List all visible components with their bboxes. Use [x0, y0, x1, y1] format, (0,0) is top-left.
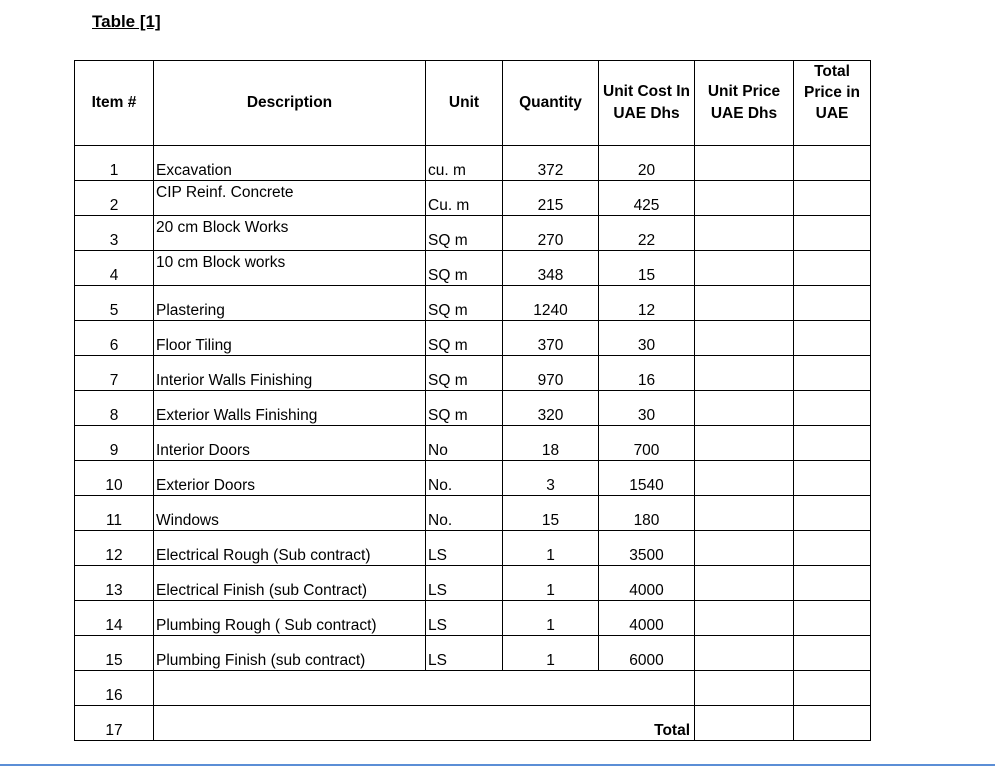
cell-description: Electrical Finish (sub Contract): [154, 566, 426, 601]
cell-unit-price[interactable]: [695, 391, 794, 426]
table-row: [75, 146, 871, 181]
cell-description: Exterior Walls Finishing: [154, 391, 426, 426]
cell-total-price[interactable]: [794, 356, 871, 391]
cell-description: Floor Tiling: [154, 321, 426, 356]
bottom-divider: [0, 764, 995, 766]
cell-unit-price[interactable]: [695, 251, 794, 286]
cell-unit-price[interactable]: [695, 496, 794, 531]
cell-description: Windows: [154, 496, 426, 531]
cell-quantity: 1: [503, 636, 599, 671]
cell-unit: SQ m: [426, 251, 503, 286]
cell-unit-price[interactable]: [695, 216, 794, 251]
cell-item: 14: [75, 601, 154, 636]
cell-unit-cost: 4000: [599, 601, 695, 636]
table-row: [75, 216, 871, 251]
cell-total-price[interactable]: [794, 146, 871, 181]
cell-unit: No.: [426, 496, 503, 531]
cell-unit-cost: 4000: [599, 566, 695, 601]
cell-item: 10: [75, 461, 154, 496]
cell-unit-price[interactable]: [695, 146, 794, 181]
cell-unit-cost: 30: [599, 321, 695, 356]
cell-description: Interior Doors: [154, 426, 426, 461]
cell-total-price[interactable]: [794, 706, 871, 741]
cell-total-price[interactable]: [794, 286, 871, 321]
table-row: [75, 391, 871, 426]
cell-quantity: 320: [503, 391, 599, 426]
header-item: Item #: [75, 61, 154, 146]
cell-quantity: 215: [503, 181, 599, 216]
cell-quantity: 1240: [503, 286, 599, 321]
cell-quantity: 1: [503, 601, 599, 636]
header-quantity: Quantity: [503, 61, 599, 146]
cell-description: Electrical Rough (Sub contract): [154, 531, 426, 566]
cell-quantity: 372: [503, 146, 599, 181]
cell-unit-price[interactable]: [695, 566, 794, 601]
cell-item: 5: [75, 286, 154, 321]
cell-unit-price[interactable]: [695, 356, 794, 391]
cell-quantity: 348: [503, 251, 599, 286]
cell-unit-price[interactable]: [695, 636, 794, 671]
cell-description: Excavation: [154, 146, 426, 181]
cell-unit-price[interactable]: [695, 671, 794, 706]
cell-unit: No: [426, 426, 503, 461]
table-body: [75, 146, 871, 741]
header-row: [75, 61, 871, 146]
cell-unit: LS: [426, 531, 503, 566]
cell-item: 8: [75, 391, 154, 426]
cell-unit-cost: 180: [599, 496, 695, 531]
cell-item: 1: [75, 146, 154, 181]
cell-total-price[interactable]: [794, 321, 871, 356]
cell-unit-price[interactable]: [695, 601, 794, 636]
cell-total-price[interactable]: [794, 391, 871, 426]
table-row-total: [75, 706, 871, 741]
cell-description: Plumbing Finish (sub contract): [154, 636, 426, 671]
cell-unit: SQ m: [426, 356, 503, 391]
cell-quantity: 18: [503, 426, 599, 461]
cell-quantity: 270: [503, 216, 599, 251]
cell-item: 4: [75, 251, 154, 286]
table-row-empty: [75, 671, 871, 706]
table-row: [75, 531, 871, 566]
header-total-price: [794, 61, 871, 146]
cell-unit: cu. m: [426, 146, 503, 181]
cell-description: Plumbing Rough ( Sub contract): [154, 601, 426, 636]
cell-unit-price[interactable]: [695, 426, 794, 461]
cell-unit-cost: 20: [599, 146, 695, 181]
cell-total-price[interactable]: [794, 671, 871, 706]
cell-unit: No.: [426, 461, 503, 496]
cell-quantity: 1: [503, 566, 599, 601]
cell-total-price[interactable]: [794, 461, 871, 496]
cell-unit-price[interactable]: [695, 531, 794, 566]
cell-quantity: 3: [503, 461, 599, 496]
cell-unit: LS: [426, 601, 503, 636]
table-row: [75, 286, 871, 321]
cell-total-price[interactable]: [794, 496, 871, 531]
header-description: Description: [154, 61, 426, 146]
cell-unit: LS: [426, 636, 503, 671]
cell-unit-price[interactable]: [695, 461, 794, 496]
table-row: [75, 636, 871, 671]
header-unit-cost: Unit Cost In UAE Dhs: [599, 61, 695, 146]
cell-total-price[interactable]: [794, 216, 871, 251]
total-label: Total: [154, 706, 695, 741]
cell-total-price[interactable]: [794, 636, 871, 671]
table-row: [75, 321, 871, 356]
table-row: [75, 251, 871, 286]
cell-unit-cost: 6000: [599, 636, 695, 671]
cell-description: Plastering: [154, 286, 426, 321]
cell-unit-cost: 22: [599, 216, 695, 251]
cell-total-price[interactable]: [794, 181, 871, 216]
cell-unit-cost: 15: [599, 251, 695, 286]
table-title: Table [1]: [92, 12, 161, 31]
cell-item: 11: [75, 496, 154, 531]
cell-quantity: 15: [503, 496, 599, 531]
cell-unit-price[interactable]: [695, 286, 794, 321]
cell-description: 20 cm Block Works: [154, 216, 426, 251]
cell-description: 10 cm Block works: [154, 251, 426, 286]
cell-unit-cost: 16: [599, 356, 695, 391]
cell-quantity: 370: [503, 321, 599, 356]
cell-item: 7: [75, 356, 154, 391]
cell-item: 16: [75, 671, 154, 706]
cell-description: CIP Reinf. Concrete: [154, 181, 426, 216]
cell-unit-cost: 30: [599, 391, 695, 426]
cell-item: 12: [75, 531, 154, 566]
cell-unit: Cu. m: [426, 181, 503, 216]
table-row: [75, 356, 871, 391]
cell-total-price[interactable]: [794, 531, 871, 566]
cell-merged-empty: [154, 671, 695, 706]
cell-unit-cost: 1540: [599, 461, 695, 496]
cell-quantity: 1: [503, 531, 599, 566]
table-row: [75, 461, 871, 496]
bill-of-quantities-table: [74, 60, 871, 741]
cell-item: 13: [75, 566, 154, 601]
cell-total-price[interactable]: [794, 251, 871, 286]
cell-total-price[interactable]: [794, 601, 871, 636]
header-unit: Unit: [426, 61, 503, 146]
cell-quantity: 970: [503, 356, 599, 391]
cell-unit-cost: 700: [599, 426, 695, 461]
cell-item: 2: [75, 181, 154, 216]
table-row: [75, 566, 871, 601]
table-row: [75, 426, 871, 461]
cell-unit: SQ m: [426, 286, 503, 321]
cell-total-price[interactable]: [794, 566, 871, 601]
cell-unit-price[interactable]: [695, 181, 794, 216]
header-total-price-text: Total Price in UAE: [804, 63, 860, 122]
cell-unit-cost: 3500: [599, 531, 695, 566]
cell-unit-price[interactable]: [695, 321, 794, 356]
cell-unit: LS: [426, 566, 503, 601]
cell-description: Exterior Doors: [154, 461, 426, 496]
cell-unit: SQ m: [426, 391, 503, 426]
cell-item: 17: [75, 706, 154, 741]
table-row: [75, 181, 871, 216]
cell-description: Interior Walls Finishing: [154, 356, 426, 391]
cell-unit: SQ m: [426, 216, 503, 251]
cell-unit: SQ m: [426, 321, 503, 356]
table-row: [75, 601, 871, 636]
header-unit-price: Unit Price UAE Dhs: [695, 61, 794, 146]
cell-item: 15: [75, 636, 154, 671]
cell-item: 6: [75, 321, 154, 356]
cell-total-value[interactable]: [695, 706, 794, 741]
cell-unit-cost: 425: [599, 181, 695, 216]
cell-total-price[interactable]: [794, 426, 871, 461]
cell-unit-cost: 12: [599, 286, 695, 321]
cell-item: 3: [75, 216, 154, 251]
cell-item: 9: [75, 426, 154, 461]
table-row: [75, 496, 871, 531]
